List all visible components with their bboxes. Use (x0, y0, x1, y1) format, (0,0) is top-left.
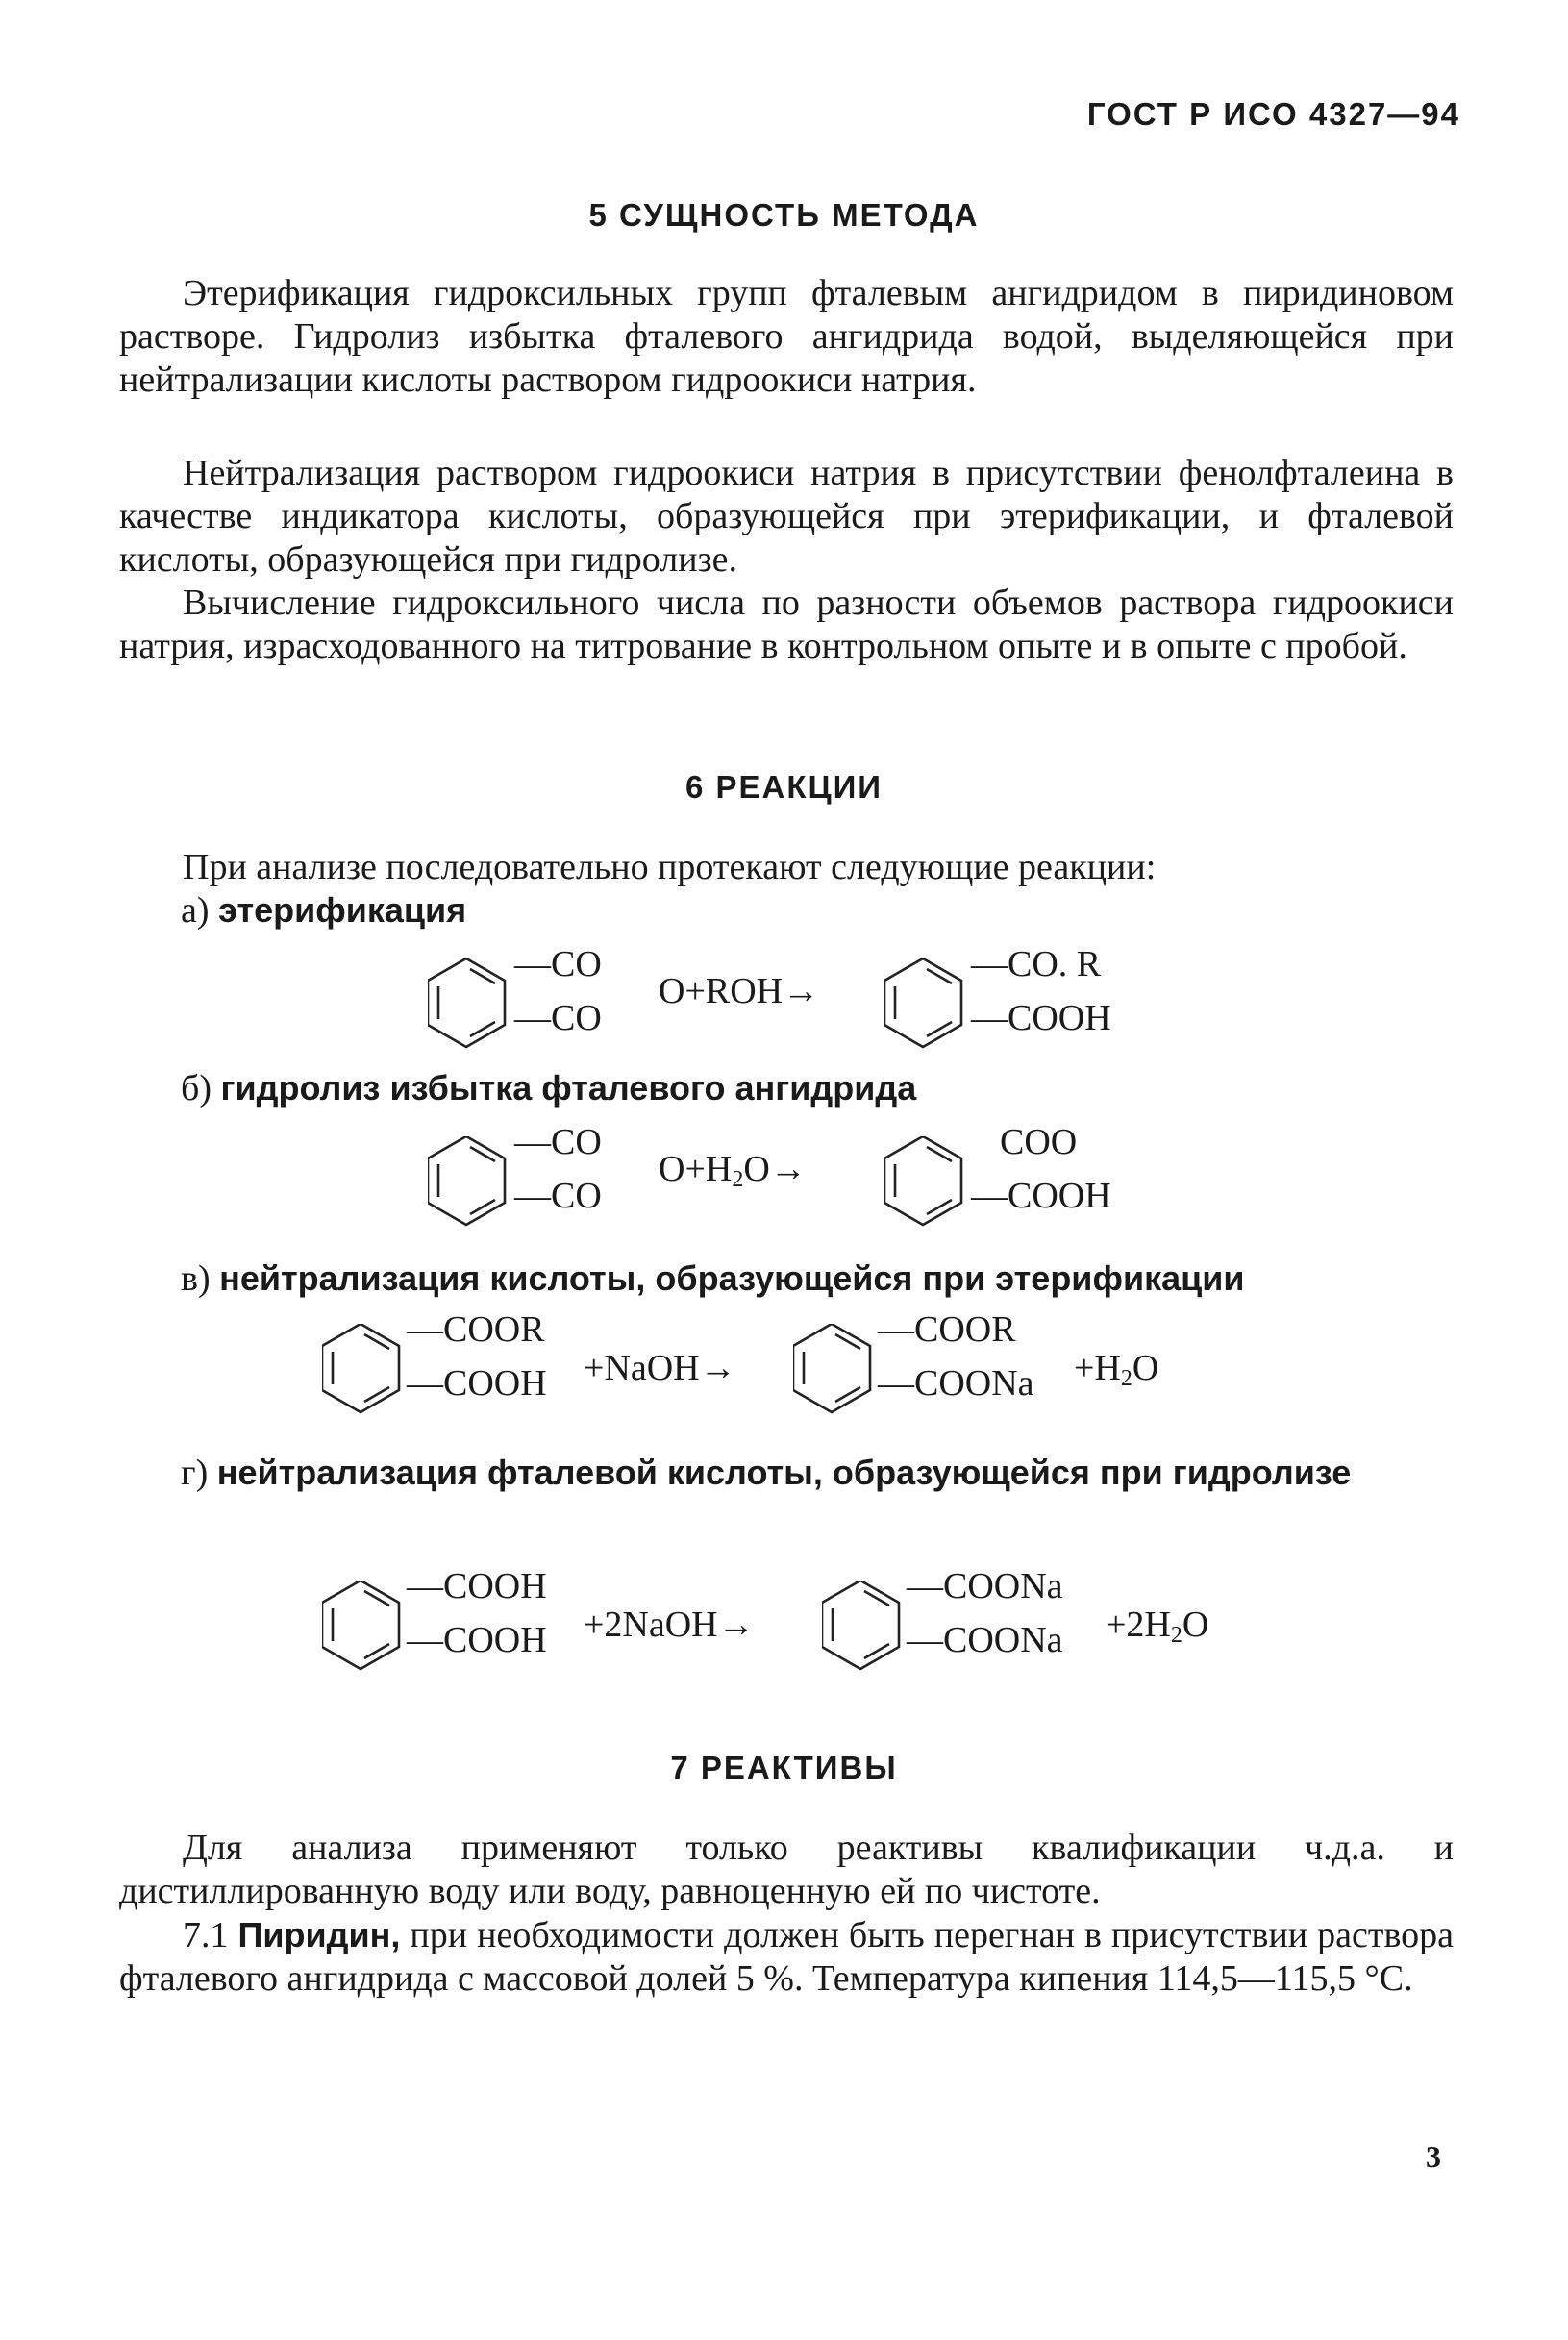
page-number: 3 (1426, 2139, 1441, 2174)
equation-d: —COOH —COOH +2NaOH→ —COONa —COONa $+2H_2O$ (322, 1569, 1283, 1699)
equation-a: —CO —CO O+ROH→ —CO. R —COOH (428, 947, 1245, 1077)
section-5-paragraph-1: Этерификация гидроксильных групп фталевым ангидридом в пиридиновом растворе. Гидролиз избытка фталевого ангидрида водой, выделяющейся при нейтрализации кислоты раствором гидроокиси натрия. (119, 273, 1454, 400)
section-6-title: 6 РЕАКЦИИ (684, 769, 884, 805)
section-5-paragraph-3: Вычисление гидроксильного числа по разности объемов раствора гидроокиси натрия, израсходованного на титрование в контрольном опыте и в опыте с пробой. (119, 583, 1454, 666)
benzene-ring-icon (428, 958, 507, 1049)
section-5-paragraph-2: Нейтрализация раствором гидроокиси натрия в присутствии фенолфталеина в качестве индикатора кислоты, образующейся при этерификации, и фталевой кислоты, образующейся при гидролизе. (119, 453, 1454, 580)
benzene-ring-icon (884, 958, 963, 1049)
section-7-title: 7 РЕАКТИВЫ (670, 1750, 898, 1785)
reaction-b-label: б) гидролиз избытка фталевого ангидрида (181, 1068, 917, 1108)
reaction-d-label: г) нейтрализация фталевой кислоты, образующейся при гидролизе (181, 1453, 1352, 1493)
benzene-ring-icon (884, 1136, 963, 1227)
section-7-paragraph-1: Для анализа применяют только реактивы квалификации ч.д.а. и дистиллированную воду или воду, равноценную ей по чистоте. (119, 1828, 1454, 1911)
benzene-ring-icon (322, 1581, 401, 1671)
reaction-a-label: а) этерификация (181, 890, 467, 931)
benzene-ring-icon (428, 1136, 507, 1227)
document-code: ГОСТ Р ИСО 4327—94 (1086, 96, 1460, 132)
section-7-item-7-1: 7.1 Пиридин, при необходимости должен быть перегнан в присутствии раствора фталевого ангидрида с массовой долей 5 %. Температура кипения 114,5—115,5 °С. (119, 1915, 1455, 1999)
section-6-intro: При анализе последовательно протекают следующие реакции: (183, 847, 1157, 887)
reaction-c-label: в) нейтрализация кислоты, образующейся при этерификации (181, 1258, 1245, 1299)
equation-b: —CO —CO $O+H_2O\to$ COO —COOH (428, 1125, 1245, 1255)
section-5-title: 5 СУЩНОСТЬ МЕТОДА (588, 197, 980, 233)
benzene-ring-icon (793, 1324, 872, 1414)
equation-c: —COOR —COOH +NaOH→ —COOR —COONa $+H_2O$ (322, 1312, 1283, 1442)
benzene-ring-icon (322, 1324, 401, 1414)
benzene-ring-icon (822, 1581, 901, 1671)
